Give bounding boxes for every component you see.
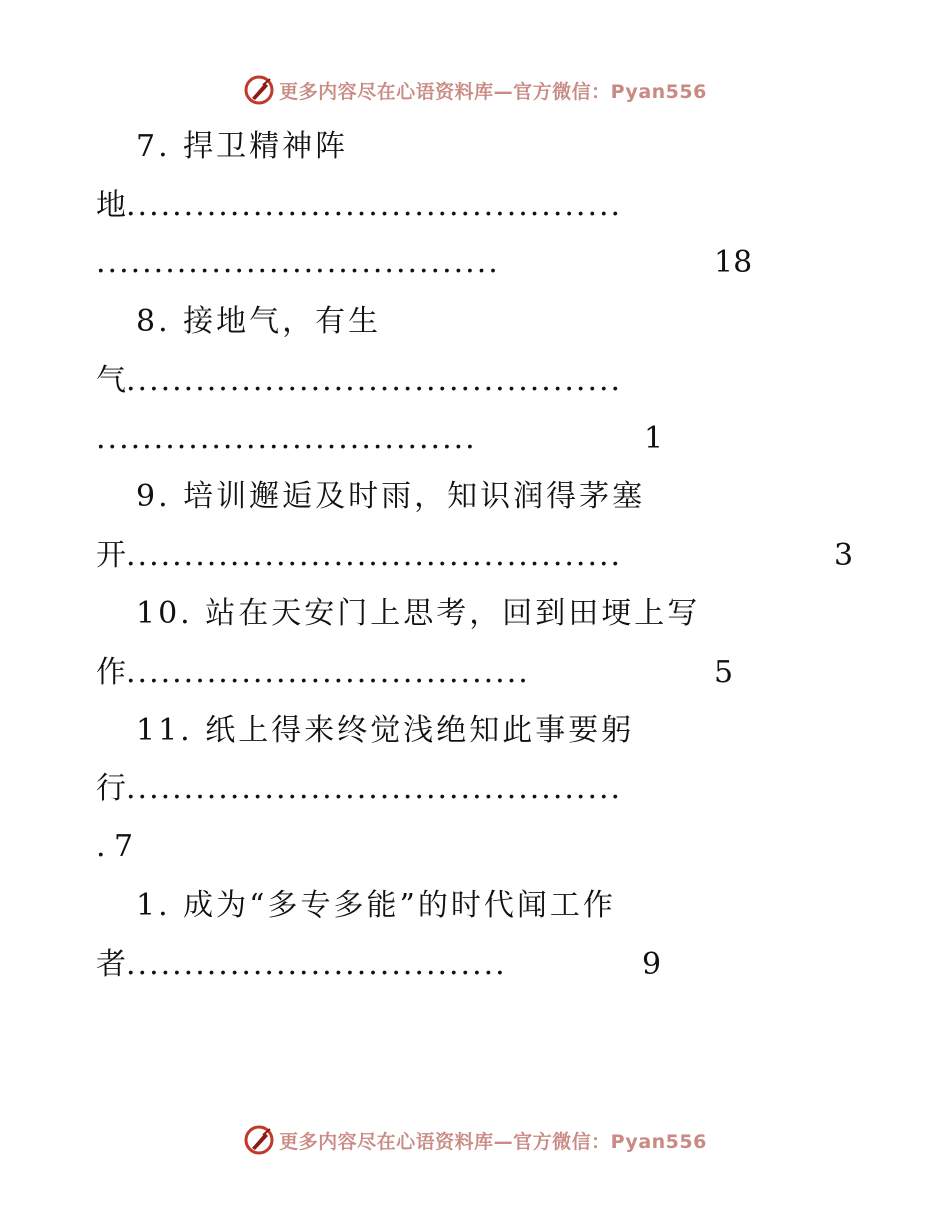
watermark-text: 更多内容尽在心语资料库—官方微信：Pyan556: [279, 80, 707, 103]
dot-leader: .: [96, 829, 108, 864]
pen-logo-icon: [243, 1124, 275, 1156]
toc-entry-continuation: 者................................. 9: [96, 945, 507, 985]
pen-logo-icon: [243, 74, 275, 106]
page-number: 7: [114, 829, 134, 864]
page-number: 9: [642, 947, 662, 982]
header-watermark: [0, 72, 950, 108]
page-number: 5: [714, 655, 734, 690]
toc-entry-title: 1. 成为“多专多能”的时代闻工作: [136, 888, 616, 923]
watermark-text: 更多内容尽在心语资料库—官方微信：Pyan556: [279, 1130, 707, 1153]
toc-entry-title: 9. 培训邂逅及时雨，知识润得茅塞: [136, 479, 646, 514]
dot-leader: .................................: [126, 947, 507, 982]
dot-leader: ...........................................: [126, 363, 623, 398]
dot-leader: ...................................: [96, 245, 500, 280]
toc-entry-continuation: 地...........................................: [96, 188, 623, 223]
dot-leader: ...........................................: [126, 188, 623, 223]
page-number: 1: [644, 421, 664, 456]
page-number: 3: [834, 538, 854, 573]
toc-entry-title: 11. 纸上得来终觉浅绝知此事要躬: [136, 713, 635, 748]
dot-leader: ...................................: [126, 655, 530, 690]
toc-entry-title: 8. 接地气，有生: [136, 304, 382, 339]
toc-entry-continuation: 气...........................................: [96, 363, 623, 398]
footer-watermark: [0, 1122, 950, 1158]
toc-entry-leader-line: [96, 243, 753, 283]
toc-entry-title: 7. 捍卫精神阵: [136, 129, 349, 164]
toc-entry-continuation: 行...........................................: [96, 771, 623, 806]
dot-leader: ...........................................: [126, 771, 623, 806]
toc-entry-title: 10. 站在天安门上思考，回到田埂上写: [136, 596, 701, 631]
dot-leader: ...........................................: [126, 538, 623, 573]
toc-entry-leader-line: [96, 419, 664, 459]
toc-entry-continuation: 开........................................... 3: [96, 536, 622, 576]
dot-leader: .................................: [96, 421, 477, 456]
toc-entry-continuation: 作................................... 5: [96, 653, 530, 693]
toc-entry-leader-line: [96, 827, 134, 867]
page-number: 18: [714, 245, 753, 280]
